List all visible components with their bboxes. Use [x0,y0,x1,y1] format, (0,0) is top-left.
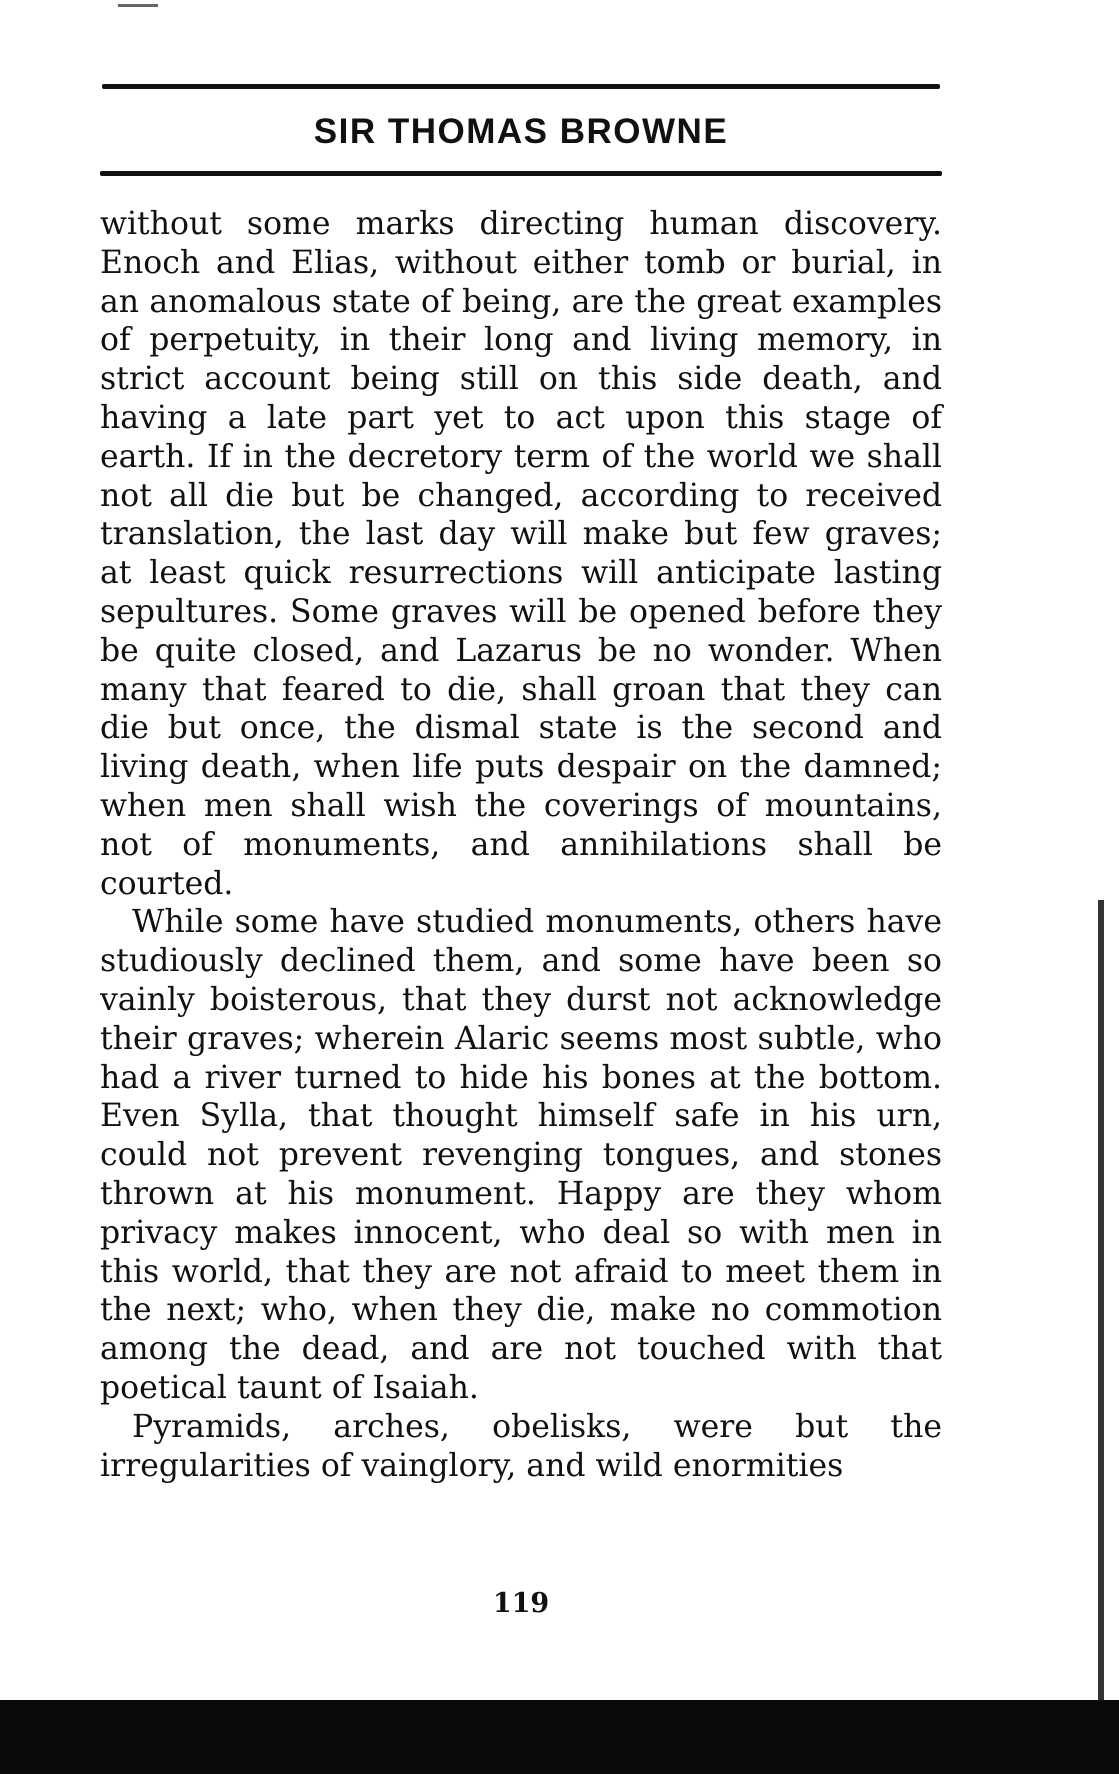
paragraph-continued: without some marks directing human discovery. Enoch and Elias, without either tomb or burial, in an anomalous state of being, are the great examples of perpetuity, in their long and living memory, in strict account being still on this side death, and having a late part yet to act upon this stage of earth. If in the decretory term of the world we shall not all die but be changed, according to received translation, the last day will make but few graves; at least quick resurrections will anticipate lasting sepultures. Some graves will be opened before they be quite closed, and Lazarus be no wonder. When many that feared to die, shall groan that they can die but once, the dismal state is the second and living death, when life puts despair on the damned; when men shall wish the coverings of mountains, not of monuments, and annihilations shall be courted. [100,206,942,902]
body-text [100,205,942,1485]
running-title: SIR THOMAS BROWNE [313,112,729,151]
paragraph: While some have studied monuments, others have studiously declined them, and some have been so vainly boisterous, that they durst not acknowledge their graves; wherein Alaric seems most subtle, who had a river turned to hide his bones at the bottom. Even Sylla, that thought himself safe in his urn, could not prevent revenging tongues, and stones thrown at his monument. Happy are they whom privacy makes innocent, who deal so with men in this world, that they are not afraid to meet them in the next; who, when they die, make no commotion among the dead, and are not touched with that poetical taunt of Isaiah. [100,904,942,1406]
paragraph: Pyramids, arches, obelisks, were but the irregularities of vainglory, and wild enormities [100,1408,942,1484]
scan-edge-bottom [0,1700,1119,1774]
header-rule-bottom [100,171,942,176]
page-number: 119 [492,1588,550,1619]
scan-edge-right [1098,900,1104,1700]
header-rule-top [102,84,940,89]
scan-artifact [118,4,158,7]
